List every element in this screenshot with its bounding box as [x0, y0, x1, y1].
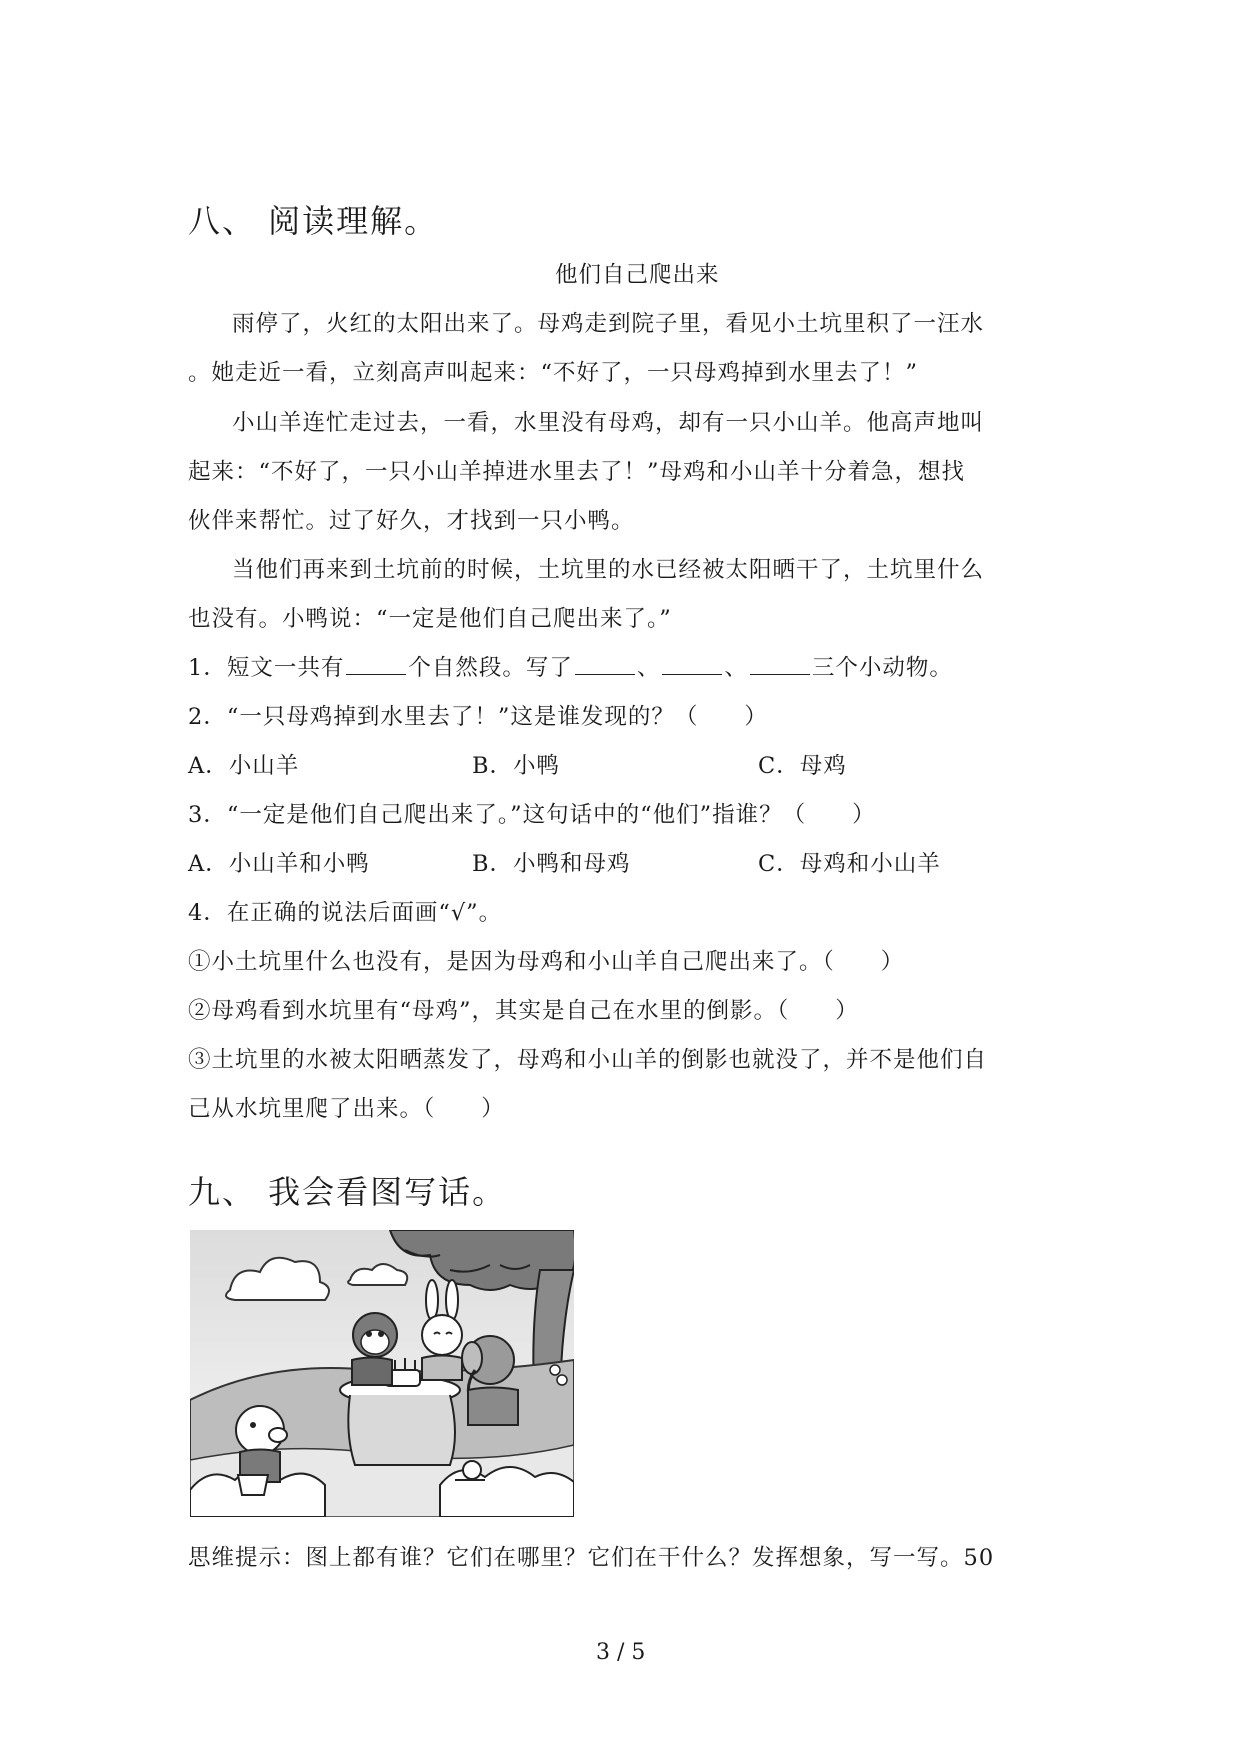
q2-option-b[interactable]: B．小鸭 [472, 753, 561, 779]
separator: 、 [724, 655, 748, 681]
question-3 [188, 797, 876, 829]
paragraph-3-line-2: 也没有。小鸭说：“一定是他们自己爬出来了。” [188, 606, 672, 632]
question-3-text: 3．“一定是他们自己爬出来了。”这句话中的“他们”指谁？（ [188, 802, 807, 828]
paragraph-1-line-2: 。她走近一看，立刻高声叫起来：“不好了，一只母鸡掉到水里去了！” [188, 360, 919, 386]
answer-blank-animal-1[interactable] [575, 673, 635, 675]
writing-hint: 思维提示：图上都有谁？它们在哪里？它们在干什么？发挥想象，写一写。50 [188, 1545, 995, 1571]
q3-option-c[interactable]: C．母鸡和小山羊 [758, 851, 941, 877]
q2-option-c[interactable]: C．母鸡 [758, 753, 847, 779]
question-1-part-c: 三个小动物。 [811, 655, 953, 681]
q3-option-a[interactable]: A．小山羊和小鸭 [188, 851, 370, 877]
question-1-part-a: 1．短文一共有 [188, 655, 345, 681]
q3-option-b[interactable]: B．小鸭和母鸡 [472, 851, 631, 877]
picture-animals-party [190, 1230, 574, 1517]
story-title: 他们自己爬出来 [555, 262, 720, 288]
q2-option-a[interactable]: A．小山羊 [188, 753, 300, 779]
question-2 [188, 699, 768, 731]
statement-2 [188, 993, 859, 1025]
close-paren: ） [835, 998, 859, 1024]
close-paren: ） [880, 949, 905, 975]
close-paren: ） [481, 1096, 505, 1122]
page-number: 3 / 5 [596, 1640, 646, 1665]
section-8-heading: 八、 阅读理解。 [188, 202, 439, 240]
statement-3-line-1: ③土坑里的水被太阳晒蒸发了，母鸡和小山羊的倒影也就没了，并不是他们自 [188, 1047, 988, 1073]
statement-1 [188, 944, 904, 976]
paragraph-2-line-1: 小山羊连忙走过去，一看，水里没有母鸡，却有一只小山羊。他高声地叫 [232, 410, 985, 436]
statement-3-text: 己从水坑里爬了出来。（ [188, 1096, 436, 1122]
paragraph-2-line-2: 起来：“不好了，一只小山羊掉进水里去了！”母鸡和小山羊十分着急，想找 [188, 459, 966, 485]
statement-3-line-2 [188, 1091, 505, 1123]
section-9-heading: 九、 我会看图写话。 [188, 1173, 507, 1211]
paragraph-2-line-3: 伙伴来帮忙。过了好久，才找到一只小鸭。 [188, 508, 635, 534]
question-2-text: 2．“一只母鸡掉到水里去了！”这是谁发现的？（ [188, 704, 699, 730]
answer-blank-paragraphs[interactable] [346, 673, 406, 675]
answer-blank-animal-3[interactable] [750, 673, 810, 675]
question-1-part-b: 个自然段。写了 [408, 655, 573, 681]
paragraph-1-line-1: 雨停了，火红的太阳出来了。母鸡走到院子里，看见小土坑里积了一汪水 [232, 311, 985, 337]
answer-blank-animal-2[interactable] [662, 673, 722, 675]
question-1 [188, 650, 953, 682]
paragraph-3-line-1: 当他们再来到土坑前的时候，土坑里的水已经被太阳晒干了，土坑里什么 [232, 557, 985, 583]
close-paren: ） [744, 704, 768, 730]
statement-2-text: ②母鸡看到水坑里有“母鸡”，其实是自己在水里的倒影。（ [188, 998, 790, 1024]
close-paren: ） [852, 802, 876, 828]
question-4: 4．在正确的说法后面画“√”。 [188, 900, 503, 926]
separator: 、 [636, 655, 661, 681]
statement-1-text: ①小土坑里什么也没有，是因为母鸡和小山羊自己爬出来了。（ [188, 949, 835, 975]
